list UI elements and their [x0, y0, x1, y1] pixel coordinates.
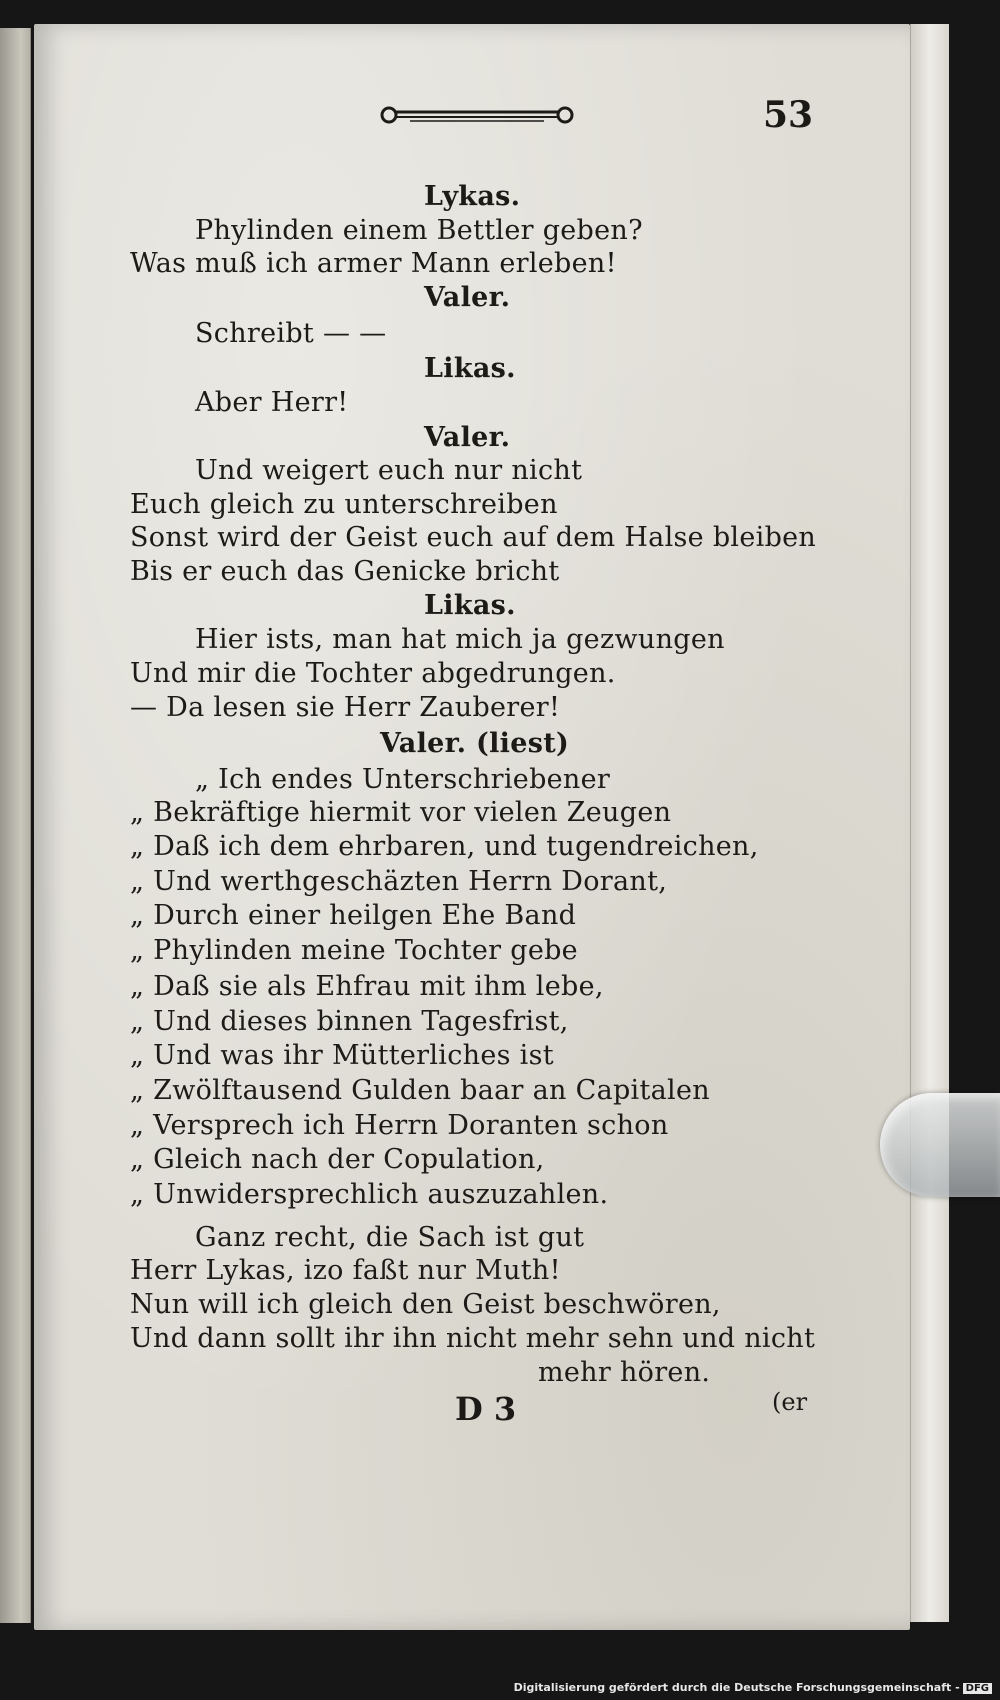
page-clip	[880, 1093, 1000, 1197]
verse-line: Herr Lykas, izo faßt nur Muth!	[130, 1255, 561, 1286]
verse-line: Nun will ich gleich den Geist beschwören,	[130, 1289, 721, 1320]
verse-line: Was muß ich armer Mann erleben!	[130, 248, 617, 279]
document-line: „ Und was ihr Mütterliches ist	[130, 1040, 554, 1071]
verse-line: Und weigert euch nur nicht	[195, 455, 583, 486]
document-line: „ Phylinden meine Tochter gebe	[130, 935, 578, 966]
document-line: „ Daß ich dem ehrbaren, und tugendreichen,	[130, 831, 759, 862]
verse-line: mehr hören.	[538, 1357, 711, 1388]
verse-line: Phylinden einem Bettler geben?	[195, 215, 643, 246]
verse-line: Euch gleich zu unterschreiben	[130, 489, 558, 520]
document-line: „ Und werthgeschäzten Herrn Dorant,	[130, 866, 668, 897]
document-line: „ Bekräftige hiermit vor vielen Zeugen	[130, 797, 672, 828]
signature-mark: D 3	[455, 1390, 517, 1428]
verse-line: Bis er euch das Genicke bricht	[130, 556, 560, 587]
page-stack-edge	[910, 24, 949, 1622]
verse-line: Schreibt — —	[195, 318, 387, 349]
verse-line: Und mir die Tochter abgedrungen.	[130, 658, 616, 689]
speaker-heading: Valer.	[424, 282, 511, 313]
page-number: 53	[763, 94, 814, 136]
header-ornament	[380, 104, 574, 126]
catchword: (er	[772, 1388, 808, 1416]
speaker-heading: Likas.	[424, 590, 516, 621]
document-line: „ Ich endes Unterschriebener	[195, 764, 611, 795]
speaker-heading: Valer.	[424, 422, 511, 453]
verse-line: — Da lesen sie Herr Zauberer!	[130, 692, 561, 723]
dfg-logo: DFG	[963, 1683, 992, 1694]
verse-line: Ganz recht, die Sach ist gut	[195, 1222, 585, 1253]
verse-line: Und dann sollt ihr ihn nicht mehr sehn und nicht	[130, 1323, 816, 1354]
document-line: „ Unwidersprechlich auszuzahlen.	[130, 1179, 609, 1210]
document-line: „ Daß sie als Ehfrau mit ihm lebe,	[130, 971, 604, 1002]
document-line: „ Gleich nach der Copulation,	[130, 1144, 545, 1175]
document-line: „ Zwölftausend Gulden baar an Capitalen	[130, 1075, 710, 1106]
verse-line: Sonst wird der Geist euch auf dem Halse bleiben	[130, 522, 817, 553]
document-line: „ Versprech ich Herrn Doranten schon	[130, 1110, 669, 1141]
facing-page-edge	[0, 28, 31, 1623]
speaker-heading: Likas.	[424, 353, 516, 384]
document-line: „ Und dieses binnen Tagesfrist,	[130, 1006, 569, 1037]
verse-line: Aber Herr!	[195, 387, 349, 418]
speaker-heading: Valer. (liest)	[380, 728, 570, 759]
speaker-heading: Lykas.	[424, 181, 521, 212]
digitization-credit	[514, 1681, 992, 1694]
document-line: „ Durch einer heilgen Ehe Band	[130, 900, 577, 931]
credit-text: Digitalisierung gefördert durch die Deutsche Forschungsgemeinschaft -	[513, 1681, 960, 1694]
verse-line: Hier ists, man hat mich ja gezwungen	[195, 624, 725, 655]
